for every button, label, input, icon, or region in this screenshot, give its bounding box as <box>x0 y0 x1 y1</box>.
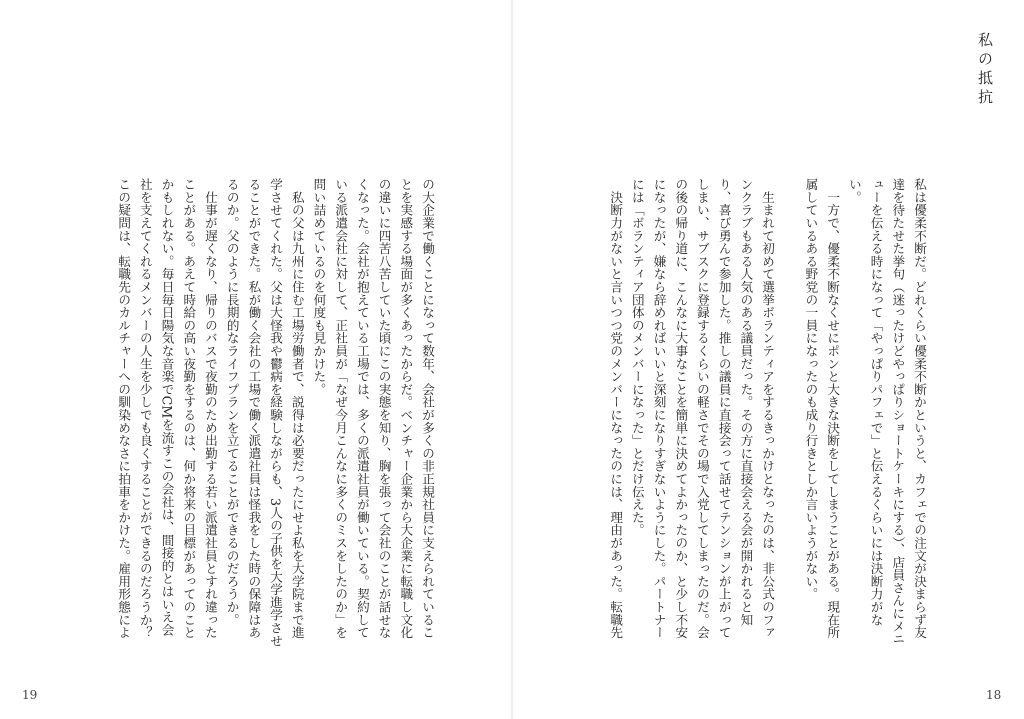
right-page-body: 私は優柔不断だ。どれくらい優柔不断かというと、カフェでの注文が決まらず友達を待たせた挙句（迷ったけどやっぱりショートケーキにする）、店員さんにメニューを伝える時になって「やっぱりパフェで」と伝えるくらいには決断力がない。 一方で、優柔不断なくせにポンと大きな決断をしてしまうことがある。現在所属しているある野党の一員になったのも成り行きとしか言いようがない。 生まれて初めて選挙ボランティアをするきっかけとなったのは、非公式のファンクラブもある人気のある議員だった。その方に直接会える会が開かれると知り、喜び勇んで参加した。推しの議員に直接会って話せてテンションが上がってしまい、サブスクに登録するくらいの軽さでその場で入党してしまったのだ。会の後の帰り道に、こんなに大事なことを簡単に決めてよかったのか、と少し不安になったが、嫌なら辞めればいいと深刻になりすぎないようにした。パートナーには「ボランティア団体のメンバーになった」とだけ伝えた。 決断力がないと言いつつ党のメンバーになったのには、理由があった。転職先 <box>608 178 927 646</box>
left-page-number: 19 <box>22 688 38 702</box>
right-page-number: 18 <box>986 688 1002 702</box>
left-page-body: の大企業で働くことになって数年、会社が多くの非正規社員に支えられていることを実感する場面が多くあったからだ。ベンチャー企業から大企業に転職し文化の違いに四苦八苦していた頃にこの実態を知り、胸を張って会社のことが話せなくなった。会社が抱えている工場では、多くの派遣社員が働いている。契約している派遣会社に対して、正社員が「なぜ今月こんなに多くのミスをしたのか」を問い詰めているのを何度も見かけた。 私の父は九州に住む工場労働者で、説得は必要だったにせよ私を大学院まで進学させてくれた。父は大怪我や鬱病を経験しながらも、3人の子供を大学進学させることができた。私が働く会社の工場で働く派遣社員は怪我をした時の保障はあるのか。父のように長期的なライフプランを立てることができるのだろうか。 仕事が遅くなり、帰りのバスで夜勤のため出勤する若い派遣社員とすれ違ったことがある。あえて時給の高い夜勤をするのは、何か将来の目標があってのことかもしれない。毎日毎日陽気な音楽でCMを流すこの会社は、間接的とはいえ会社を支えてくれるメンバーの人生を少しでも良くすることができるのだろうか？この疑問は、転職先のカルチャーへの馴染めなさに拍車をかけた。雇用形態によ <box>116 178 435 648</box>
page-gutter <box>511 0 513 719</box>
chapter-title: 私の抵抗 <box>976 32 994 108</box>
